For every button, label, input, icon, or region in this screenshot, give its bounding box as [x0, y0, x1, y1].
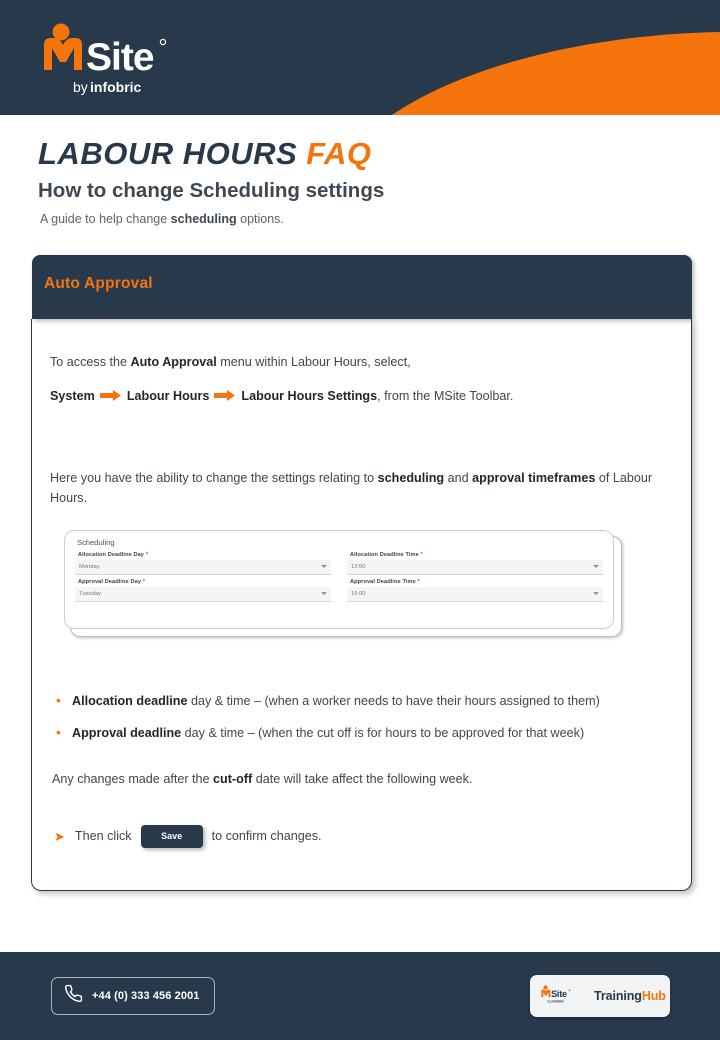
arrowhead-bullet-icon: ➤	[54, 828, 65, 844]
phone-number: +44 (0) 333 456 2001	[92, 990, 200, 1002]
bullet-dot-icon: •	[56, 692, 61, 709]
field-label	[78, 552, 331, 558]
desc-after: options.	[236, 212, 284, 227]
chevron-down-icon	[593, 592, 599, 595]
cutoff-bold: cut-off	[213, 772, 253, 787]
training-word: Training	[594, 989, 642, 1003]
scheduling-panel-title: Scheduling	[77, 538, 115, 548]
path-tail: , from the MSite Toolbar.	[377, 388, 514, 403]
field-label	[350, 579, 603, 585]
list-item	[54, 693, 671, 711]
field-value: Monday	[79, 564, 100, 571]
svg-text:infobric: infobric	[90, 79, 142, 95]
cutoff-paragraph	[52, 770, 671, 790]
ability-middle: and	[444, 471, 473, 486]
intro-bold: Auto Approval	[130, 355, 217, 369]
deadline-bullet-list	[54, 693, 671, 742]
field-label	[78, 579, 331, 585]
field-label-text: Allocation Deadline Time	[350, 552, 419, 559]
allocation-deadline-time-select[interactable]	[347, 560, 603, 575]
page-title-faq: FAQ	[306, 136, 372, 171]
field-value: 16:00	[351, 591, 366, 598]
desc-before: A guide to help change	[40, 212, 171, 227]
page-subtitle: How to change Scheduling settings	[38, 178, 385, 202]
bullet-text	[72, 693, 600, 711]
allocation-deadline-day-select[interactable]	[75, 560, 331, 575]
field-label-text: Approval Deadline Day	[78, 579, 142, 586]
intro-before: To access the	[50, 355, 131, 369]
svg-text:Site: Site	[551, 988, 567, 999]
training-hub-label	[594, 989, 666, 1003]
ability-bold-timeframes: approval timeframes	[472, 471, 596, 486]
msite-logo	[30, 20, 230, 98]
required-asterisk: *	[142, 579, 145, 586]
auto-approval-card	[32, 255, 692, 891]
phone-icon	[64, 984, 83, 1008]
bullet-bold: Allocation deadline	[72, 694, 188, 709]
ability-after: of Labour Hours.	[50, 471, 653, 505]
hub-word: Hub	[641, 989, 666, 1003]
approval-deadline-day-select[interactable]	[75, 587, 331, 602]
msite-logo-small	[540, 981, 576, 1012]
card-body	[31, 319, 692, 891]
approval-deadline-time-select[interactable]	[347, 587, 603, 602]
page-description	[40, 212, 678, 226]
scheduling-panel	[64, 530, 614, 629]
intro-after: menu within Labour Hours, select,	[216, 355, 411, 369]
chevron-down-icon	[321, 592, 327, 595]
card-header	[32, 255, 692, 319]
bullet-text	[72, 725, 584, 743]
field-label-text: Approval Deadline Time	[350, 579, 416, 586]
intro-paragraph	[50, 353, 671, 373]
bullet-bold: Approval deadline	[72, 725, 182, 740]
page-header	[0, 0, 720, 115]
arrow-right-icon	[100, 388, 122, 408]
ability-bold-scheduling: scheduling	[377, 471, 445, 486]
arrow-right-icon	[214, 388, 236, 408]
phone-pill[interactable]	[51, 977, 215, 1015]
svg-text:infobric: infobric	[551, 998, 565, 1003]
svg-text:Site: Site	[86, 36, 154, 79]
scheduling-screenshot	[64, 530, 620, 635]
field-value: 12:00	[351, 564, 366, 571]
save-instruction-before: Then click	[74, 829, 132, 844]
chevron-down-icon	[593, 565, 599, 568]
save-instruction-after: to confirm changes.	[211, 829, 322, 844]
desc-bold: scheduling	[170, 212, 237, 227]
field-approval-deadline-time	[347, 579, 603, 602]
required-asterisk: *	[417, 579, 420, 586]
bullet-rest: day & time – (when a worker needs to have their hours assigned to them)	[187, 694, 600, 709]
bullet-rest: day & time – (when the cut off is for hours to be approved for that week)	[181, 725, 585, 740]
svg-text:by: by	[547, 998, 552, 1003]
page-title	[38, 138, 678, 171]
bullet-dot-icon: •	[56, 723, 61, 740]
chevron-down-icon	[321, 565, 327, 568]
cutoff-after: date will take affect the following week.	[252, 772, 473, 787]
path-step-1: System	[50, 388, 95, 403]
field-value: Tuesday	[79, 591, 102, 598]
ability-paragraph	[50, 469, 671, 508]
title-block	[38, 138, 678, 226]
required-asterisk: *	[420, 552, 423, 559]
list-item	[54, 725, 671, 743]
save-instruction-row	[54, 825, 671, 848]
required-asterisk: *	[145, 552, 148, 559]
field-approval-deadline-day	[75, 579, 331, 602]
ability-before: Here you have the ability to change the settings relating to	[50, 471, 378, 486]
field-allocation-deadline-day	[75, 552, 331, 575]
svg-text:by: by	[73, 79, 88, 95]
path-step-3: Labour Hours Settings	[241, 388, 378, 403]
cutoff-before: Any changes made after the	[52, 772, 214, 787]
save-button[interactable]: Save	[141, 825, 203, 848]
page-title-main: LABOUR HOURS	[38, 136, 298, 171]
field-allocation-deadline-time	[347, 552, 603, 575]
menu-path-paragraph	[50, 387, 671, 408]
field-label	[350, 552, 603, 558]
path-step-2: Labour Hours	[126, 388, 210, 403]
field-label-text: Allocation Deadline Day	[78, 552, 145, 559]
training-hub-badge[interactable]	[530, 975, 670, 1017]
card-header-title: Auto Approval	[44, 275, 153, 292]
